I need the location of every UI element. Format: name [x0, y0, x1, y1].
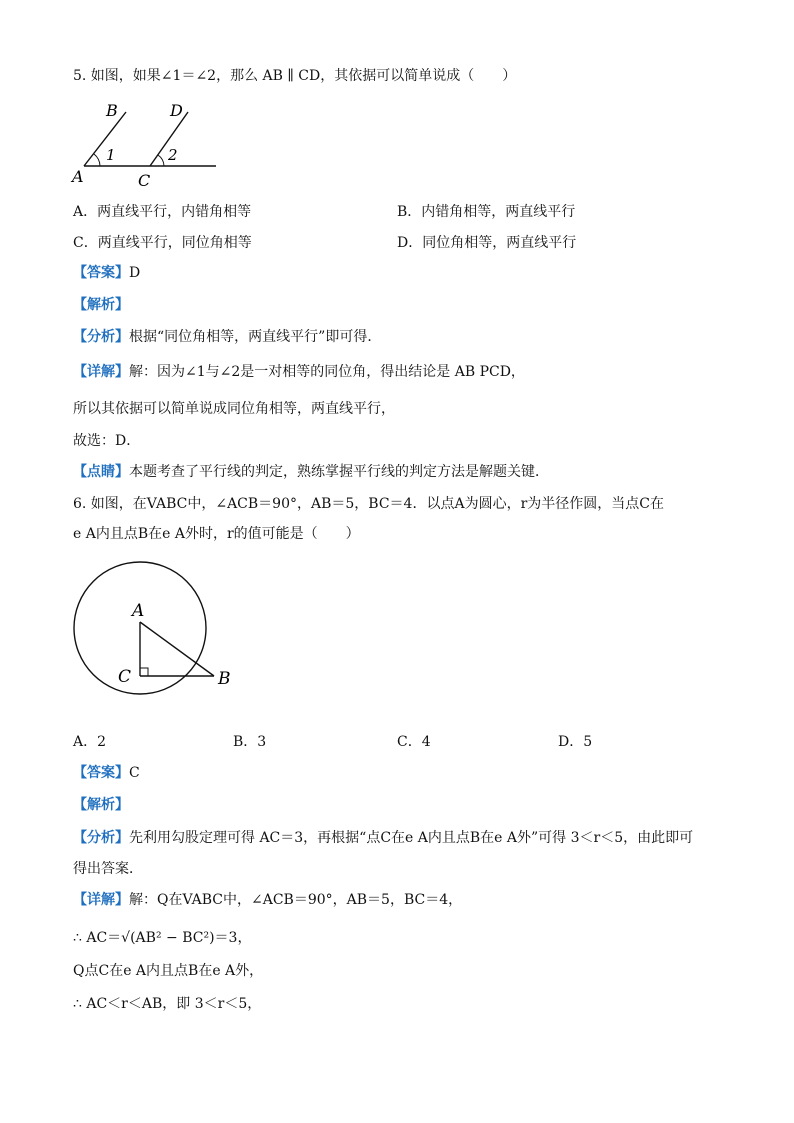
q5-line-ab: [84, 112, 126, 166]
q6-fenxi-line-2: 得出答案．: [73, 861, 143, 877]
q6-analysis-tag: [73, 795, 129, 815]
q5-option-b: B．内错角相等，两直线平行: [397, 204, 576, 220]
q6-fenxi: [73, 828, 693, 848]
q5-option-d: D．同位角相等，两直线平行: [397, 235, 577, 251]
q5-figure: [70, 98, 230, 190]
q6-fenxi-tag: 【分析】: [73, 830, 129, 846]
q5-dianjing: [73, 462, 549, 482]
q6-stem-line-2: e A内且点B在e A外时，r的值可能是（ ）: [73, 526, 360, 542]
q6-figure: [66, 552, 246, 702]
q5-label-1: 1: [106, 146, 116, 164]
q6-fenxi-text-1: 先利用勾股定理可得 AC＝3，再根据“点C在e A内且点B在e A外”可得 3＜r＜5，由此即可: [129, 830, 694, 846]
q5-dianjing-text: 本题考查了平行线的判定，熟练掌握平行线的判定方法是解题关键．: [129, 464, 549, 480]
q5-xiangjie: [73, 362, 525, 382]
q6-option-d: D．5: [558, 734, 593, 750]
q5-angle2-arc: [158, 155, 164, 166]
q5-xiangjie-line-3: 故选：D．: [73, 433, 141, 449]
q6-answer-tag: 【答案】: [73, 765, 129, 781]
q5-xiangjie-tag: 【详解】: [73, 364, 129, 380]
q5-analysis-label: 【解析】: [73, 297, 129, 313]
q6-label-b: B: [218, 669, 231, 689]
q6-xiangjie-line-3: Q点C在e A内且点B在e A外，: [73, 963, 264, 979]
q5-analysis-tag: [73, 295, 129, 315]
q5-option-a: A．两直线平行，内错角相等: [73, 204, 252, 220]
q6-option-b: B．3: [233, 734, 267, 750]
q6-xiangjie-line-4: ∴ AC＜r＜AB，即 3＜r＜5，: [73, 996, 262, 1012]
q6-xiangjie-tag: 【详解】: [73, 892, 129, 908]
q6-xiangjie: [73, 890, 462, 910]
q6-analysis-label: 【解析】: [73, 797, 129, 813]
q5-answer-value: D: [129, 265, 141, 281]
q6-label-c: C: [118, 667, 132, 687]
q6-stem-line-1: 6. 如图，在VABC中，∠ACB＝90°，AB＝5，BC＝4．以点A为圆心，r为半径作圆，当点C在: [73, 496, 664, 512]
q5-label-c: C: [138, 171, 151, 190]
q5-label-2: 2: [168, 146, 178, 164]
q5-answer-tag: 【答案】: [73, 265, 129, 281]
q6-option-a: A．2: [73, 734, 107, 750]
q5-xiangjie-line-2: 所以其依据可以简单说成同位角相等，两直线平行，: [73, 401, 395, 417]
q6-answer: [73, 763, 140, 783]
q6-answer-value: C: [129, 765, 140, 781]
q5-label-a: A: [72, 167, 84, 186]
q6-option-c: C．4: [397, 734, 431, 750]
q5-fenxi-text: 根据“同位角相等，两直线平行”即可得．: [129, 329, 382, 345]
q5-xiangjie-text-1: 解：因为∠1与∠2是一对相等的同位角，得出结论是 AB PCD，: [129, 364, 525, 380]
q5-answer: [73, 263, 140, 283]
q5-option-c: C．两直线平行，同位角相等: [73, 235, 252, 251]
q6-label-a: A: [132, 601, 145, 621]
q6-xiangjie-line-2: ∴ AC＝√(AB² − BC²)＝3，: [73, 930, 252, 946]
q5-fenxi: [73, 327, 381, 347]
q5-stem: 5. 如图，如果∠1＝∠2，那么 AB ∥ CD，其依据可以简单说成（ ）: [73, 68, 517, 84]
q6-right-angle-mark: [140, 668, 148, 676]
q5-angle1-arc: [94, 154, 100, 166]
q5-label-d: D: [170, 101, 183, 120]
q5-dianjing-tag: 【点睛】: [73, 464, 129, 480]
q5-label-b: B: [106, 101, 118, 120]
q5-fenxi-tag: 【分析】: [73, 329, 129, 345]
q6-xiangjie-text-1: 解：Q在VABC中，∠ACB＝90°，AB＝5，BC＝4，: [129, 892, 463, 908]
